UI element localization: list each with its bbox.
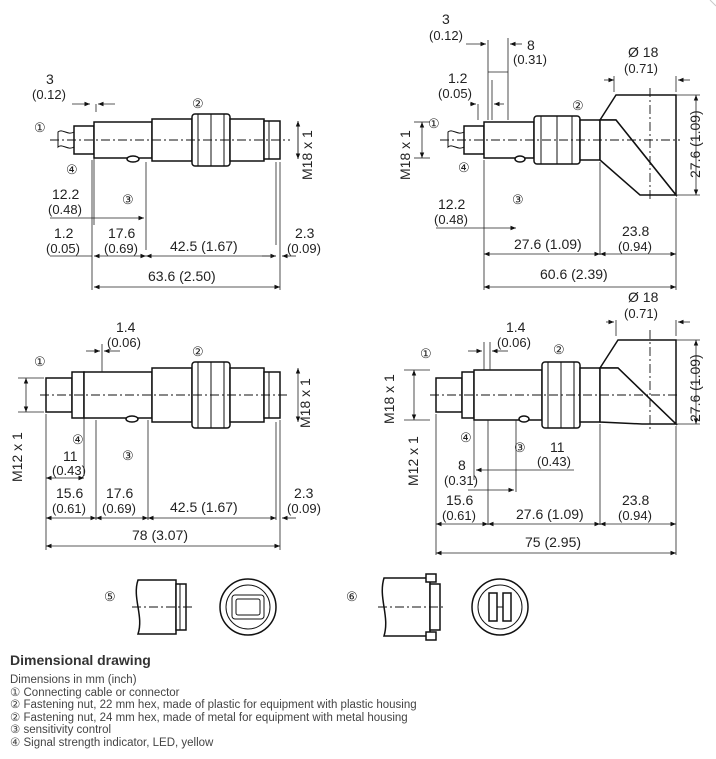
dim-23-8-inch: (0.94) xyxy=(618,508,652,523)
dim-thread: M18 x 1 xyxy=(397,130,413,180)
dim-42-5: 42.5 (1.67) xyxy=(170,238,238,254)
dim-17-6: 17.6 xyxy=(108,225,136,241)
callout-4: ④ xyxy=(458,160,470,175)
dim-1-2: 1.2 xyxy=(54,225,74,241)
dim-11-inch: (0.43) xyxy=(52,463,86,478)
dim-23-8-inch: (0.94) xyxy=(618,239,652,254)
callout-1: ① xyxy=(34,354,46,369)
dim-12-2: 12.2 xyxy=(52,186,80,202)
dim-11-inch: (0.43) xyxy=(537,454,571,469)
callout-2: ② xyxy=(192,344,204,359)
dim-12-2-inch: (0.48) xyxy=(48,202,82,217)
dim-1-2: 1.2 xyxy=(448,70,468,86)
callout-2: ② xyxy=(572,98,584,113)
dim-23-8: 23.8 xyxy=(622,492,650,508)
view-angled-cable xyxy=(397,11,703,290)
dim-11: 11 xyxy=(63,448,78,464)
dim-1-4: 1.4 xyxy=(116,319,136,335)
dim-8-inch: (0.31) xyxy=(513,52,547,67)
dim-diameter-inch: (0.71) xyxy=(624,306,658,321)
callout-3: ③ xyxy=(122,192,134,207)
dim-3: 3 xyxy=(442,11,450,27)
callout-2: ② xyxy=(192,96,204,111)
dim-27-6-vertical: 27.6 (1.09) xyxy=(687,110,703,178)
dim-15-6-inch: (0.61) xyxy=(52,501,86,516)
dim-8: 8 xyxy=(527,37,535,53)
caption-units-note: Dimensions in mm (inch) xyxy=(10,674,137,686)
dim-diameter-inch: (0.71) xyxy=(624,61,658,76)
dim-3-inch: (0.12) xyxy=(429,28,463,43)
callout-3: ③ xyxy=(514,440,526,455)
caption-legend-item: ④ Signal strength indicator, LED, yellow xyxy=(10,736,214,749)
dim-17-6-inch: (0.69) xyxy=(102,501,136,516)
dim-8-inch: (0.31) xyxy=(444,473,478,488)
dim-17-6-inch: (0.69) xyxy=(104,241,138,256)
view-straight-cable xyxy=(32,71,321,290)
callout-1: ① xyxy=(420,346,432,361)
dim-11: 11 xyxy=(550,439,565,455)
dim-12-2-inch: (0.48) xyxy=(434,212,468,227)
callout-1: ① xyxy=(34,120,46,135)
dim-diameter: Ø 18 xyxy=(628,44,659,60)
dim-total-length: 63.6 (2.50) xyxy=(148,268,216,284)
dim-15-6: 15.6 xyxy=(56,485,84,501)
view-angled-connector xyxy=(381,289,703,555)
sensor-body xyxy=(440,88,680,200)
dim-total-length: 60.6 (2.39) xyxy=(540,266,608,282)
callout-4: ④ xyxy=(66,162,78,177)
dim-diameter: Ø 18 xyxy=(628,289,659,305)
dim-15-6: 15.6 xyxy=(446,492,474,508)
detail-5-side-view xyxy=(132,580,192,634)
dim-2-3: 2.3 xyxy=(295,225,315,241)
caption-legend-item: ② Fastening nut, 22 mm hex, made of plastic for equipment with plastic housing xyxy=(10,699,417,712)
callout-5: ⑤ xyxy=(104,589,116,604)
dim-1-4-inch: (0.06) xyxy=(107,335,141,350)
dim-1-4: 1.4 xyxy=(506,319,526,335)
dim-27-6: 27.6 (1.09) xyxy=(516,506,584,522)
drawing-caption xyxy=(10,652,710,750)
dim-23-8: 23.8 xyxy=(622,223,650,239)
sensor-body xyxy=(50,114,290,166)
callout-1: ① xyxy=(428,116,440,131)
dim-27-6: 27.6 (1.09) xyxy=(514,236,582,252)
callout-2: ② xyxy=(553,342,565,357)
dim-2-3-inch: (0.09) xyxy=(287,241,321,256)
dim-27-6-vertical: 27.6 (1.09) xyxy=(687,354,703,422)
detail-5-end-view xyxy=(220,579,276,635)
dim-1-2-inch: (0.05) xyxy=(438,86,472,101)
dim-m12-thread: M12 x 1 xyxy=(9,432,25,482)
dim-2-3: 2.3 xyxy=(294,485,314,501)
detail-5 xyxy=(104,579,276,635)
dim-42-5: 42.5 (1.67) xyxy=(170,499,238,515)
view-straight-connector xyxy=(9,319,321,550)
detail-6-side-view xyxy=(378,574,446,640)
caption-title: Dimensional drawing xyxy=(10,652,151,668)
dim-cable-gap-inch: (0.12) xyxy=(32,87,66,102)
caption-legend-item: ① Connecting cable or connector xyxy=(10,686,180,699)
dim-15-6-inch: (0.61) xyxy=(442,508,476,523)
dim-cable-gap: 3 xyxy=(46,71,54,87)
callout-4: ④ xyxy=(72,432,84,447)
dim-thread: M18 x 1 xyxy=(297,378,313,428)
dim-12-2: 12.2 xyxy=(438,196,466,212)
callout-3: ③ xyxy=(122,448,134,463)
caption-legend-item: ③ sensitivity control xyxy=(10,724,112,737)
detail-6 xyxy=(346,574,528,640)
dim-thread: M18 x 1 xyxy=(299,130,315,180)
dim-17-6: 17.6 xyxy=(106,485,134,501)
callout-6: ⑥ xyxy=(346,589,358,604)
detail-6-end-view xyxy=(472,579,528,635)
caption-legend-item: ② Fastening nut, 24 mm hex, made of metal for equipment with metal housing xyxy=(10,711,408,724)
sensor-body xyxy=(40,362,290,428)
dim-total-length: 75 (2.95) xyxy=(525,534,582,550)
dim-2-3-inch: (0.09) xyxy=(287,501,321,516)
dim-8: 8 xyxy=(458,457,466,473)
dim-1-2-inch: (0.05) xyxy=(46,241,80,256)
callout-4: ④ xyxy=(460,430,472,445)
dim-1-4-inch: (0.06) xyxy=(497,335,531,350)
dim-m12-thread: M12 x 1 xyxy=(405,436,421,486)
dim-total-length: 78 (3.07) xyxy=(132,527,189,543)
dim-thread: M18 x 1 xyxy=(381,374,397,424)
callout-3: ③ xyxy=(512,192,524,207)
